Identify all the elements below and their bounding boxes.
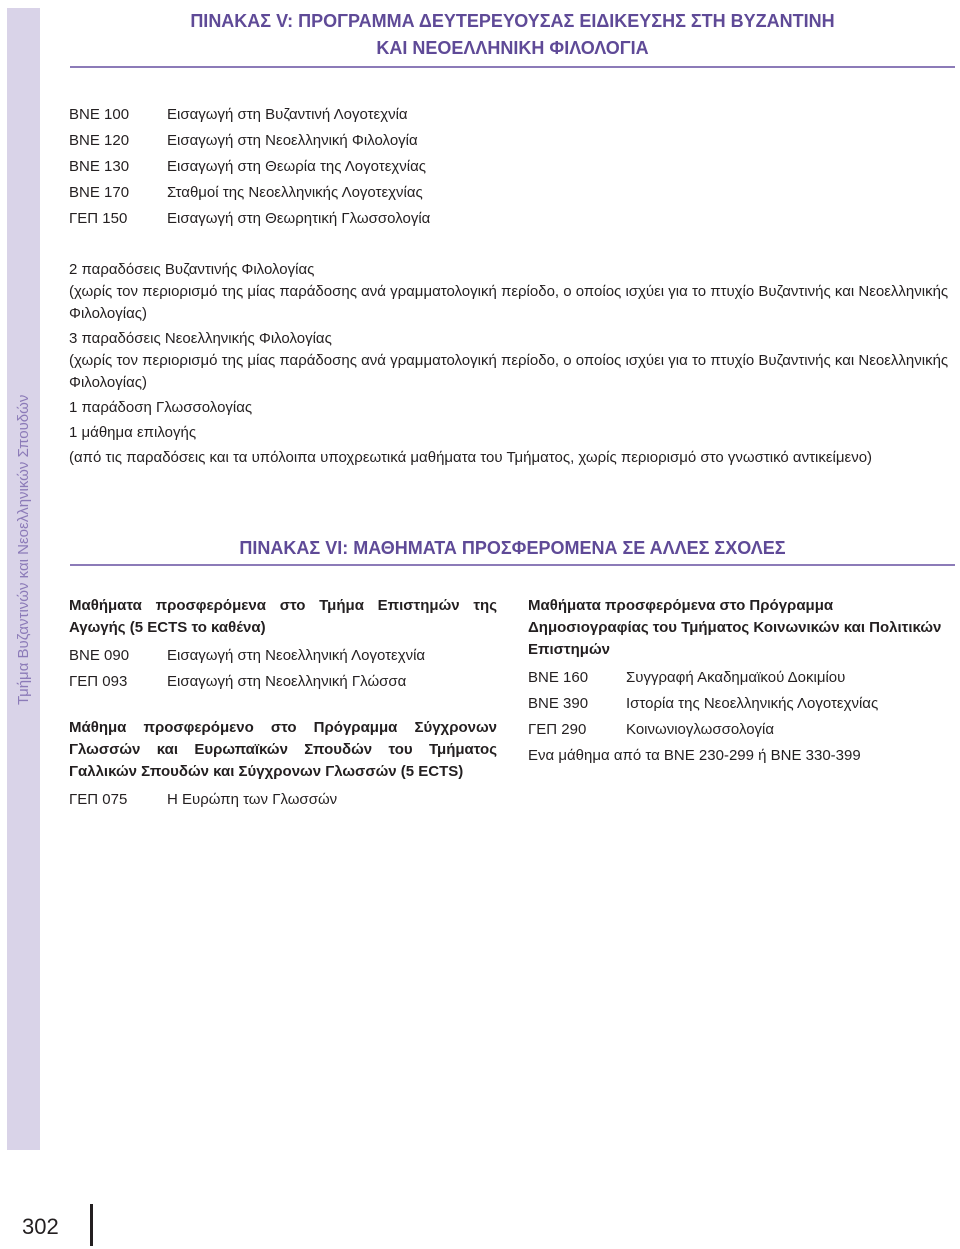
course-name: Η Ευρώπη των Γλωσσών [167,791,338,808]
course-name: Εισαγωγή στη Νεοελληνική Φιλολογία [167,132,418,149]
course-code: ΒΝΕ 130 [69,158,130,175]
course-name: Κοινωνιογλωσσολογία [626,721,775,738]
course-name: Συγγραφή Ακαδημαϊκού Δοκιμίου [626,669,846,686]
course-row [528,691,953,717]
course-code: ΓΕΠ 093 [69,673,128,690]
requirement-modern-greek-note: (χωρίς τον περιορισμό της μίας παράδοσης ανά γραμματολογική περίοδο, ο οποίος ισχύει για το πτυχίο Βυζαντινής και Νεοελληνικής Φιλολογίας) [69,352,949,391]
section-heading-languages: Μάθημα προσφερόμενο στο Πρόγραμμα Σύγχρονων Γλωσσών και Ευρωπαϊκών Σπουδών του Τμήματος Γαλλικών Σπουδών και Σύγχρονων Γλωσσών (5 ECTS) [69,719,497,780]
sidebar-department-label: Τμήμα Βυζαντινών και Νεοελληνικών Σπουδών [15,395,32,706]
table5-course-list [69,102,949,232]
course-name: Εισαγωγή στη Θεωρία της Λογοτεχνίας [167,158,426,175]
table6-left-column [69,595,497,813]
course-code: ΓΕΠ 290 [528,721,587,738]
course-code: ΒΝΕ 100 [69,106,130,123]
course-row [528,665,953,691]
course-row [69,206,949,232]
table5-title [70,8,955,68]
course-row [69,787,497,813]
course-code: ΒΝΕ 160 [528,669,589,686]
course-name: Εισαγωγή στη Νεοελληνική Γλώσσα [167,673,407,690]
course-row [69,102,949,128]
requirement-linguistics: 1 παράδοση Γλωσσολογίας [69,399,253,416]
table5-title-line2: ΚΑΙ ΝΕΟΕΛΛΗΝΙΚΗ ΦΙΛΟΛΟΓΙΑ [376,38,649,58]
course-code: ΓΕΠ 075 [69,791,128,808]
journalism-elective-note: Ενα μάθημα από τα ΒΝΕ 230-299 ή ΒΝΕ 330-399 [528,747,861,764]
table5-requirements [69,259,949,469]
course-name: Σταθμοί της Νεοελληνικής Λογοτεχνίας [167,184,423,201]
requirement-byzantine: 2 παραδόσεις Βυζαντινής Φιλολογίας [69,261,315,278]
course-code: ΓΕΠ 150 [69,210,128,227]
course-code: ΒΝΕ 170 [69,184,130,201]
course-name: Εισαγωγή στη Θεωρητική Γλωσσολογία [167,210,431,227]
course-code: ΒΝΕ 120 [69,132,130,149]
requirement-elective-note: (από τις παραδόσεις και τα υπόλοιπα υποχρεωτικά μαθήματα του Τμήματος, χωρίς περιορισμό στο γνωστικό αντικείμενο) [69,449,873,466]
course-name: Εισαγωγή στη Νεοελληνική Λογοτεχνία [167,647,426,664]
course-row [69,180,949,206]
section-heading-journalism: Μαθήματα προσφερόμενα στο Πρόγραμμα Δημοσιογραφίας του Τμήματος Κοινωνικών και Πολιτικών Επιστημών [528,597,942,658]
course-row [69,669,497,695]
table6-title: ΠΙΝΑΚΑΣ VI: ΜΑΘΗΜΑΤΑ ΠΡΟΣΦΕΡΟΜΕΝΑ ΣΕ ΑΛΛΕΣ ΣΧΟΛΕΣ [70,535,955,566]
requirement-modern-greek: 3 παραδόσεις Νεοελληνικής Φιλολογίας [69,330,332,347]
section-heading-education: Μαθήματα προσφερόμενα στο Τμήμα Επιστημών της Αγωγής (5 ECTS το καθένα) [69,597,497,636]
page-number: 302 [22,1214,59,1239]
course-code: ΒΝΕ 390 [528,695,589,712]
page-number-divider [90,1204,93,1246]
table6-right-column [528,595,953,769]
course-name: Εισαγωγή στη Βυζαντινή Λογοτεχνία [167,106,408,123]
course-name: Ιστορία της Νεοελληνικής Λογοτεχνίας [626,695,879,712]
course-row [69,154,949,180]
course-code: ΒΝΕ 090 [69,647,130,664]
requirement-byzantine-note: (χωρίς τον περιορισμό της μίας παράδοσης ανά γραμματολογική περίοδο, ο οποίος ισχύει για το πτυχίο Βυζαντινής και Νεοελληνικής Φιλολογίας) [69,283,949,322]
course-row [528,717,953,743]
table5-title-line1: ΠΙΝΑΚΑΣ V: ΠΡΟΓΡΑΜΜΑ ΔΕΥΤΕΡΕΥΟΥΣΑΣ ΕΙΔΙΚΕΥΣΗΣ ΣΤΗ ΒΥΖΑΝΤΙΝΗ [190,11,835,31]
course-row [69,643,497,669]
course-row [69,128,949,154]
requirement-elective: 1 μάθημα επιλογής [69,424,197,441]
